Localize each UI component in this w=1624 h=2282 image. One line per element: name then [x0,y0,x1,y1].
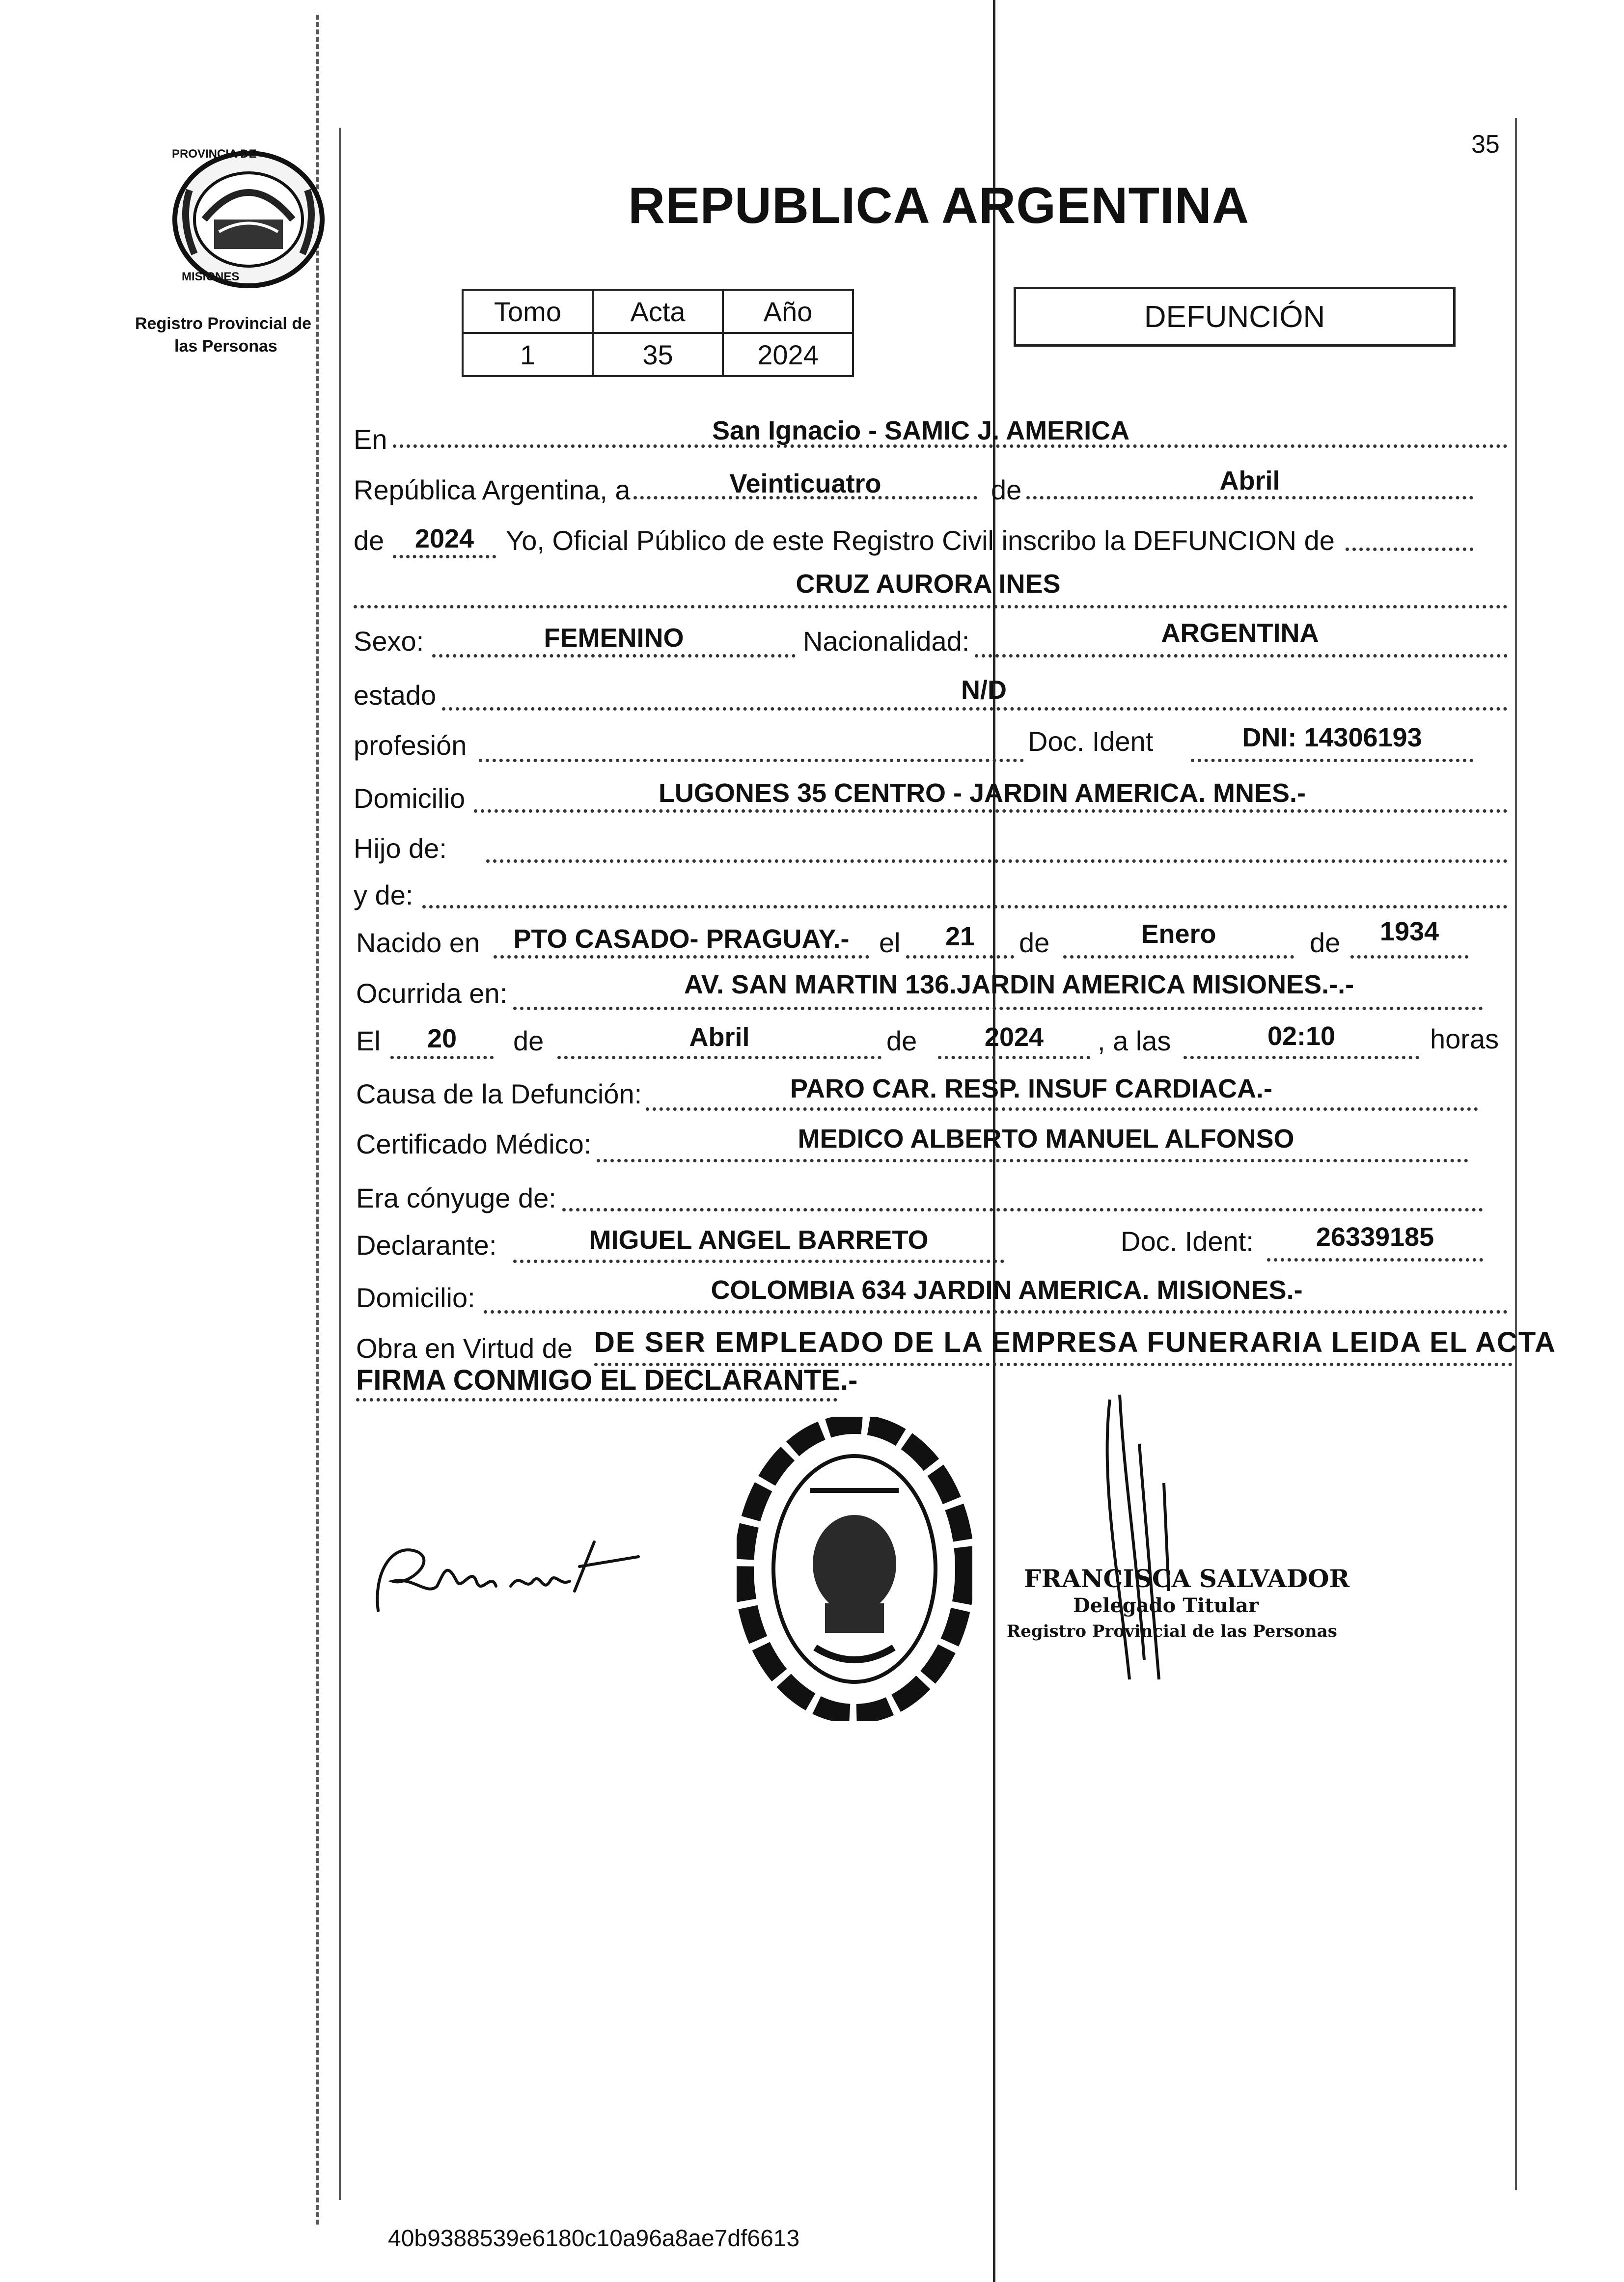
line-hijo [486,859,1508,863]
field-declarante: MIGUEL ANGEL BARRETO [589,1225,929,1255]
left-margin-edge [316,15,319,2225]
line-declarante-doc [1267,1258,1483,1262]
field-declarante-doc: 26339185 [1316,1222,1434,1252]
crest-text-top: PROVINCIA DE [172,147,257,161]
line-nombre [354,605,1508,608]
label-sexo: Sexo: [354,626,424,657]
field-dia-letras: Veinticuatro [729,469,881,498]
register-value-anio: 2024 [723,333,853,376]
line-anio [393,555,496,558]
page-number: 35 [1471,130,1500,159]
label-de3: de [513,1025,544,1056]
line-mes [1026,496,1473,499]
field-def-dia: 20 [427,1024,457,1053]
form-left-border [339,128,341,2200]
label-estado: estado [354,680,437,711]
field-causa: PARO CAR. RESP. INSUF CARDIACA.- [790,1074,1273,1103]
field-estado: N/D [961,675,1007,705]
line-dni [1191,759,1473,762]
registry-name-line1: Registro Provincial de [135,314,311,333]
registry-name-line2: las Personas [174,337,277,356]
field-nacionalidad: ARGENTINA [1161,618,1319,648]
label-doc-ident2: Doc. Ident: [1121,1226,1254,1257]
line-estado [442,707,1508,711]
footer-hash: 40b9388539e6180c10a96a8ae7df6613 [388,2226,800,2252]
field-lugar: San Ignacio - SAMIC J. AMERICA [712,416,1130,445]
field-nombre: CRUZ AURORA INES [796,569,1061,599]
official-seal-icon [737,1417,972,1721]
field-def-anio: 2024 [984,1022,1044,1052]
field-obra-linea2: FIRMA CONMIGO EL DECLARANTE.- [356,1364,858,1396]
register-header-tomo: Tomo [463,290,593,333]
field-nac-dia: 21 [945,922,975,951]
document-title: REPUBLICA ARGENTINA [628,177,1250,234]
label-de-mes: de [1310,927,1341,958]
label-nacido: Nacido en [356,927,480,958]
label-conyuge: Era cónyuge de: [356,1182,556,1213]
field-declarante-domicilio: COLOMBIA 634 JARDIN AMERICA. MISIONES.- [711,1275,1303,1305]
line-tail [1346,548,1473,551]
label-el2: El [356,1025,381,1056]
register-value-acta: 35 [593,333,723,376]
label-de2: de [354,525,385,556]
official-office: Registro Provincial de las Personas [1007,1622,1337,1641]
label-nacionalidad: Nacionalidad: [803,626,970,657]
line-nacido [494,955,869,959]
declarant-signature [363,1512,668,1625]
label-horas: horas [1430,1023,1499,1054]
label-en: En [354,424,387,455]
field-nac-mes: Enero [1141,919,1216,949]
line-domicilio [474,809,1508,813]
field-mes: Abril [1219,466,1280,495]
line-obra2 [356,1398,837,1402]
label-de-dia: de [1019,927,1050,958]
line-nac-anio [1350,955,1468,959]
line-profesion [479,759,1024,762]
field-dni: DNI: 14306193 [1242,723,1422,752]
field-domicilio: LUGONES 35 CENTRO - JARDIN AMERICA. MNES.- [658,778,1306,808]
line-def-anio [938,1056,1090,1059]
field-nac-anio: 1934 [1379,917,1439,946]
form-right-border [1515,118,1517,2190]
record-type: DEFUNCIÓN [1144,300,1325,334]
label-obra: Obra en Virtud de [356,1333,573,1364]
line-certificado [597,1159,1468,1162]
record-type-box [1014,287,1456,347]
line-ocurrida [513,1007,1483,1010]
line-y-de [422,905,1508,908]
official-signature [1090,1385,1218,1689]
label-causa: Causa de la Defunción: [356,1078,642,1109]
field-obra-linea1: DE SER EMPLEADO DE LA EMPRESA FUNERARIA LEIDA EL ACTA [594,1326,1556,1358]
label-declarante: Declarante: [356,1230,497,1261]
crest-text-bottom: MISIONES [182,270,240,283]
field-hora: 02:10 [1267,1021,1336,1051]
label-de4: de [886,1025,917,1056]
line-nacionalidad [975,654,1508,658]
register-header-anio: Año [723,290,853,333]
line-sexo [432,654,796,658]
label-a-las: , a las [1098,1025,1171,1056]
line-declarante-domicilio [484,1310,1508,1314]
field-ocurrida-en: AV. SAN MARTIN 136.JARDIN AMERICA MISIONES.-.- [684,970,1354,999]
field-anio: 2024 [414,524,474,553]
label-de1: de [991,474,1022,505]
field-nacido-en: PTO CASADO- PRAGUAY.- [513,924,850,954]
label-domicilio: Domicilio [354,783,466,814]
label-yo: Yo, Oficial Público de este Registro Civil inscribo la DEFUNCION de [506,525,1335,556]
line-def-mes [557,1056,881,1059]
label-ocurrida: Ocurrida en: [356,978,508,1009]
line-def-dia [390,1056,494,1059]
line-nac-dia [906,955,1014,959]
line-declarante [513,1260,1004,1263]
label-republica: República Argentina, a [354,474,631,505]
official-role: Delegado Titular [1073,1594,1259,1617]
label-y-de: y de: [354,880,413,910]
label-certificado: Certificado Médico: [356,1128,592,1159]
field-certificado: MEDICO ALBERTO MANUEL ALFONSO [798,1124,1294,1154]
register-table [462,289,854,377]
field-def-mes: Abril [689,1022,750,1052]
line-nac-mes [1063,955,1294,959]
register-header-acta: Acta [593,290,723,333]
official-name: FRANCISCA SALVADOR [1024,1564,1350,1593]
line-causa [646,1107,1478,1111]
line-hora [1184,1056,1419,1059]
label-doc-ident: Doc. Ident [1028,726,1154,757]
line-conyuge [562,1208,1483,1211]
label-hijo: Hijo de: [354,833,447,864]
field-sexo: FEMENINO [544,623,684,653]
label-el: el [879,927,901,958]
label-domicilio2: Domicilio: [356,1282,475,1313]
label-profesion: profesión [354,730,467,761]
register-value-tomo: 1 [463,333,593,376]
